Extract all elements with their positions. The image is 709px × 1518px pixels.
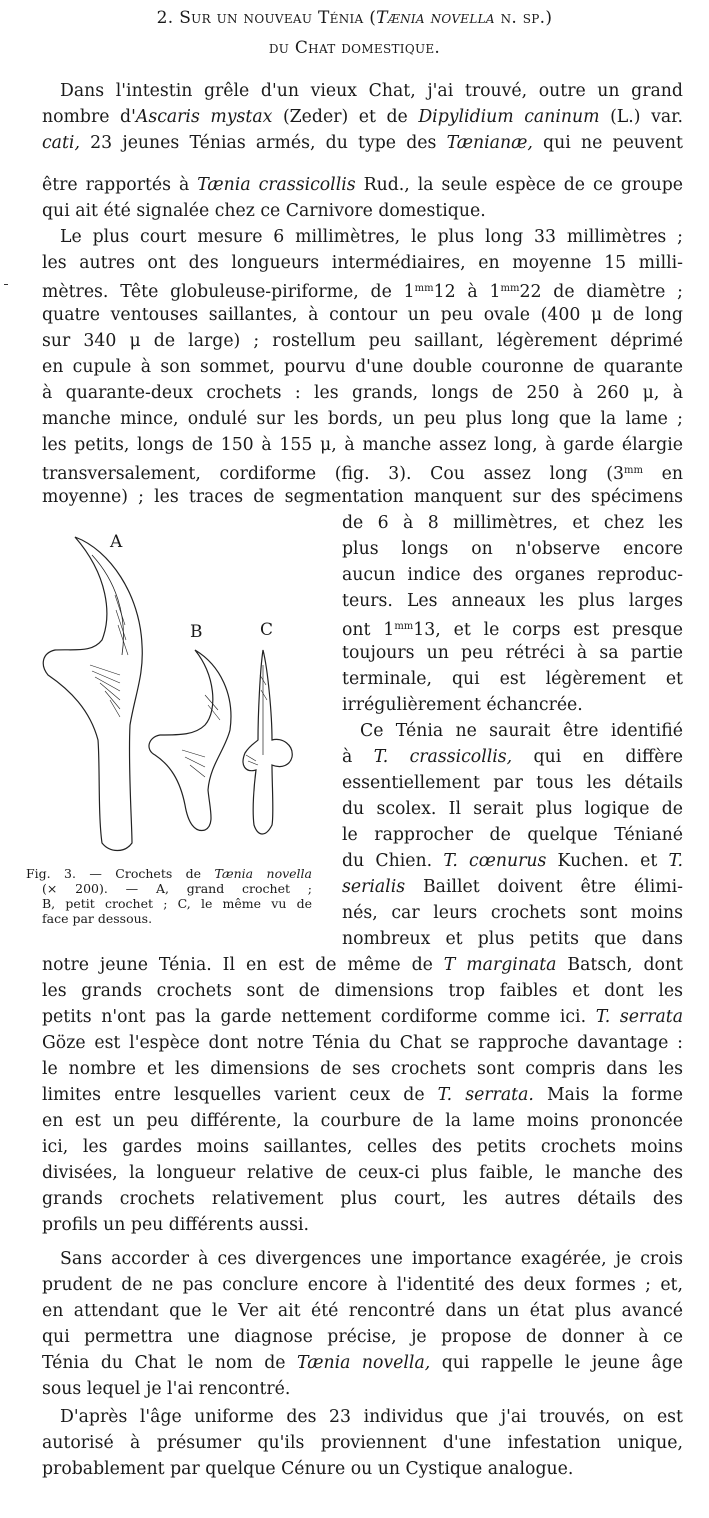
text-line: limites entre lesquelles varient ceux de T. serrata. Mais la forme <box>42 1085 683 1105</box>
title-species: Tænia novella <box>376 8 495 28</box>
section-number: 2. <box>156 8 174 28</box>
text-line: petits n'ont pas la garde nettement cordiforme comme ici. T. serrata <box>42 1007 684 1027</box>
text-line: Göze est l'espèce dont notre Ténia du Chat se rapproche davantage : <box>42 1033 683 1053</box>
figure-label-a: A <box>110 532 123 552</box>
text-line: moyenne) ; les traces de segmentation manquent sur des spécimens <box>42 487 683 507</box>
text-line: en cupule à son sommet, pourvu d'une double couronne de quarante <box>42 357 683 377</box>
text-line: plus longs on n'observe encore <box>342 539 683 559</box>
text-line: profils un peu différents aussi. <box>42 1215 310 1235</box>
text-line: sous lequel je l'ai rencontré. <box>42 1379 291 1399</box>
text-line: Ténia du Chat le nom de Tænia novella, qui rappelle le jeune âge <box>42 1353 683 1373</box>
text-line: D'après l'âge uniforme des 23 individus que j'ai trouvés, on est <box>60 1407 683 1427</box>
text-line: irrégulièrement échancrée. <box>342 695 583 715</box>
text-line: autorisé à présumer qu'ils proviennent d'une infestation unique, <box>42 1433 683 1453</box>
text-line: essentiellement par tous les détails <box>342 773 683 793</box>
text-line: sur 340 μ de large) ; rostellum peu saillant, légèrement déprimé <box>42 331 683 351</box>
text-line: Sans accorder à ces divergences une importance exagérée, je crois <box>60 1249 683 1269</box>
text-line: du scolex. Il serait plus logique de <box>342 799 683 819</box>
title-suffix: n. sp.) <box>494 8 553 28</box>
text-line: ont $1^{mm}13$, et le corps est presque <box>342 620 684 640</box>
text-line: nombreux et plus petits que dans <box>342 929 683 949</box>
article-title-line-1 <box>0 8 709 28</box>
text-line: en est un peu différente, la courbure de la lame moins prononcée <box>42 1111 683 1131</box>
figure-label-c: C <box>260 620 274 640</box>
article-title-line-2: du Chat domestique. <box>268 38 441 58</box>
text-line: probablement par quelque Cénure ou un Cystique analogue. <box>42 1459 574 1479</box>
text-line: serialis Baillet doivent être élimi- <box>342 877 683 897</box>
text-line: les petits, longs de 150 à 155 μ, à manche assez long, à garde élargie <box>42 435 683 455</box>
text-line: nombre d'Ascaris mystax (Zeder) et de Dipylidium caninum (L.) var. <box>42 107 683 127</box>
text-line: Dans l'intestin grêle d'un vieux Chat, j'ai trouvé, outre un grand <box>60 81 683 101</box>
hook-a-outline <box>43 537 142 851</box>
figure-caption <box>26 866 312 926</box>
text-line: divisées, la longueur relative de ceux-ci plus faible, le manche des <box>42 1163 683 1183</box>
text-line: les autres ont des longueurs intermédiaires, en moyenne 15 milli- <box>42 253 683 273</box>
figure-3-hooks <box>20 525 320 855</box>
text-line: Ce Ténia ne saurait être identifié <box>360 721 683 741</box>
hook-b-outline <box>149 650 231 831</box>
figure-label-b: B <box>190 622 203 642</box>
text-line: qui ait été signalée chez ce Carnivore domestique. <box>42 201 486 221</box>
text-line: qui permettra une diagnose précise, je propose de donner à ce <box>42 1327 683 1347</box>
caption-line: (× 200). — A, grand crochet ; <box>42 881 312 896</box>
hook-c-outline <box>243 650 292 834</box>
text-line: le rapprocher de quelque Téniané <box>342 825 683 845</box>
text-line: cati, 23 jeunes Ténias armés, du type des Tænianæ, qui ne peuvent <box>42 133 683 153</box>
text-line: être rapportés à Tænia crassicollis Rud., la seule espèce de ce groupe <box>42 175 683 195</box>
text-line: aucun indice des organes reproduc- <box>342 565 683 585</box>
text-line: à T. crassicollis, qui en diffère <box>342 747 684 767</box>
text-line: de 6 à 8 millimètres, et chez les <box>342 513 683 533</box>
text-line: transversalement, cordiforme (fig. 3). Cou assez long ($3^{mm}$ en <box>42 464 684 484</box>
text-line: manche mince, ondulé sur les bords, un peu plus long que la lame ; <box>42 409 683 429</box>
caption-line: Fig. 3. — Crochets de Tænia novella <box>26 866 312 881</box>
text-line: quatre ventouses saillantes, à contour un peu ovale (400 μ de long <box>42 305 683 325</box>
text-line: à quarante-deux crochets : les grands, longs de 250 à 260 μ, à <box>42 383 683 403</box>
margin-mark <box>4 284 8 285</box>
caption-line: B, petit crochet ; C, le même vu de <box>42 896 312 911</box>
text-line: toujours un peu rétréci à sa partie <box>342 643 683 663</box>
caption-line: face par dessous. <box>42 911 153 926</box>
text-line: grands crochets relativement plus court, les autres détails des <box>42 1189 683 1209</box>
text-line: mètres. Tête globuleuse-piriforme, de $1^{mm}12$ à $1^{mm}22$ de diamètre ; <box>42 282 683 302</box>
title-text: Sur un nouveau Ténia ( <box>179 8 377 28</box>
text-line: nés, car leurs crochets sont moins <box>342 903 683 923</box>
text-line: terminale, qui est légèrement et <box>342 669 683 689</box>
text-line: Le plus court mesure 6 millimètres, le plus long 33 millimètres ; <box>60 227 683 247</box>
text-line: du Chien. T. cœnurus Kuchen. et T. <box>342 851 683 871</box>
text-line: prudent de ne pas conclure encore à l'identité des deux formes ; et, <box>42 1275 683 1295</box>
text-line: teurs. Les anneaux les plus larges <box>342 591 683 611</box>
text-line: en attendant que le Ver ait été rencontré dans un état plus avancé <box>42 1301 683 1321</box>
text-line: notre jeune Ténia. Il en est de même de T marginata Batsch, dont <box>42 955 683 975</box>
text-line: les grands crochets sont de dimensions trop faibles et dont les <box>42 981 683 1001</box>
text-line: ici, les gardes moins saillantes, celles des petits crochets moins <box>42 1137 683 1157</box>
text-line: le nombre et les dimensions de ses crochets sont compris dans les <box>42 1059 683 1079</box>
